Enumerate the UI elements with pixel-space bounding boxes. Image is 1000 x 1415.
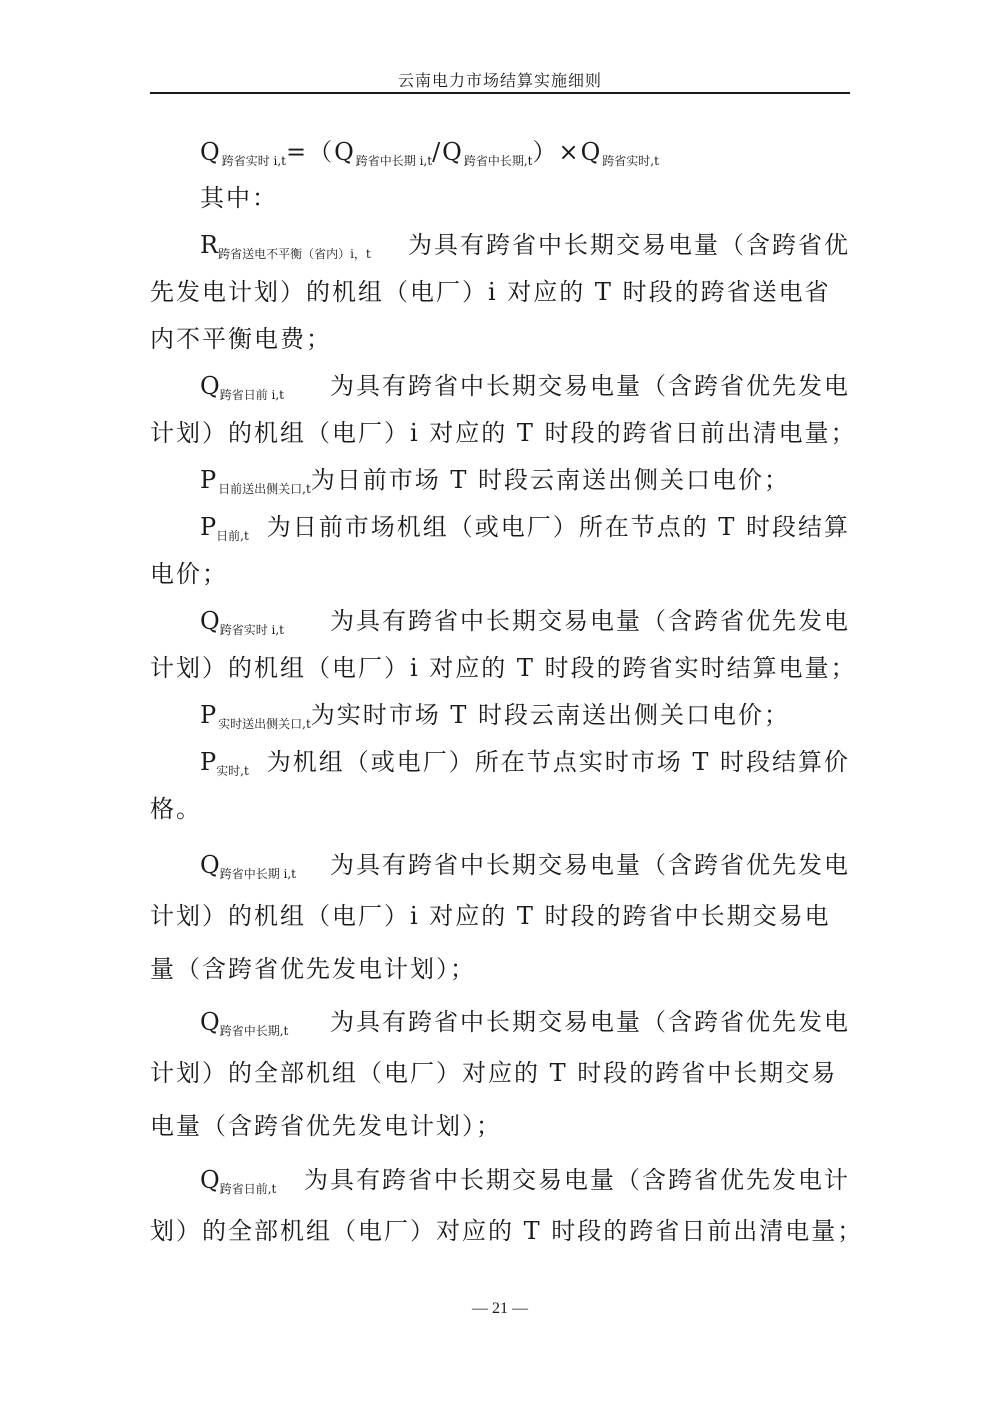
definition-symbol: Q (200, 851, 220, 879)
definition-line (150, 1002, 850, 1042)
formula-subscript: 跨省实时 i,t (221, 154, 286, 168)
formula-subscript: 跨省中长期,t (463, 154, 533, 168)
definition-subscript: 跨省送电不平衡（省内）i，t (218, 247, 371, 261)
definition-text: 计划）的机组（电厂）i 对应的 T 时段的跨省实时结算电量； (150, 654, 857, 682)
definition-line (150, 949, 850, 989)
definition-text: 划）的全部机组（电厂）对应的 T 时段的跨省日前出清电量； (150, 1217, 864, 1245)
definition-text: 为具有跨省中长期交易电量（含跨省优先发电 (330, 1008, 850, 1036)
formula-operator: / (432, 138, 443, 166)
definition-subscript: 日前,t (216, 529, 249, 543)
formula-subscript: 跨省中长期 i,t (355, 154, 433, 168)
definition-symbol: P (200, 701, 219, 729)
formula-line (150, 132, 850, 172)
definition-line (150, 648, 857, 688)
formula-symbol: Q (334, 138, 356, 166)
definition-line (150, 695, 850, 735)
definition-text: 为日前市场 T 时段云南送出侧关口电价； (310, 466, 791, 494)
definition-line (150, 413, 857, 453)
formula-symbol: Q (200, 138, 222, 166)
definition-symbol: Q (200, 1166, 220, 1194)
definition-text: 为具有跨省中长期交易电量（含跨省优先发电 (330, 607, 850, 635)
definition-line (150, 554, 850, 594)
definition-line (150, 507, 850, 547)
page-number: — 21 — (472, 1300, 528, 1317)
definition-text: 为实时市场 T 时段云南送出侧关口电价； (310, 701, 791, 729)
definition-subscript: 跨省实时 i,t (219, 623, 284, 637)
definition-text: 为具有跨省中长期交易电量（含跨省优先发电计 (304, 1166, 850, 1194)
definition-text: 为具有跨省中长期交易电量（含跨省优先发电 (330, 372, 850, 400)
definition-subscript: 日前送出侧关口,t (218, 482, 311, 496)
definition-symbol: Q (200, 607, 220, 635)
header-divider (150, 92, 850, 94)
definition-symbol: Q (200, 1008, 220, 1036)
definition-line (150, 1106, 850, 1146)
definition-subscript: 跨省日前,t (219, 1182, 277, 1196)
definition-text: 格。 (150, 795, 202, 823)
definition-symbol: P (200, 513, 217, 541)
definition-text: 电价； (150, 560, 228, 588)
definition-symbol: P (200, 466, 219, 494)
definition-line (150, 460, 850, 500)
definition-symbol: Q (200, 372, 220, 400)
definition-text: 计划）的机组（电厂）i 对应的 T 时段的跨省日前出清电量； (150, 419, 857, 447)
definition-line (150, 1053, 850, 1093)
definition-line (150, 319, 850, 359)
definition-symbol: R (200, 231, 219, 259)
definition-subscript: 跨省日前 i,t (219, 388, 284, 402)
definition-text: 电量（含跨省优先发电计划）； (150, 1112, 502, 1140)
definition-text: 先发电计划）的机组（电厂）i 对应的 T 时段的跨省送电省 (150, 278, 831, 306)
formula-symbol: Q (580, 138, 603, 166)
definition-line (150, 601, 850, 641)
definition-line (150, 845, 850, 885)
definition-text: 为日前市场机组（或电厂）所在节点的 T 时段结算 (266, 513, 850, 541)
where-label (150, 178, 850, 218)
definition-subscript: 跨省中长期 i,t (219, 867, 296, 881)
definition-line (150, 742, 850, 782)
definition-line (150, 366, 850, 406)
definition-text: 量（含跨省优先发电计划）； (150, 955, 476, 983)
where-label-text: 其中： (200, 184, 278, 212)
definition-line (150, 896, 850, 936)
definition-text: 计划）的全部机组（电厂）对应的 T 时段的跨省中长期交易 (150, 1059, 838, 1087)
definition-text: 为具有跨省中长期交易电量（含跨省优 (408, 231, 850, 259)
definition-symbol: P (200, 748, 217, 776)
formula-subscript: 跨省实时,t (602, 154, 659, 168)
definition-line (150, 225, 850, 265)
definition-subscript: 实时,t (216, 764, 249, 778)
formula-operator: ）× (532, 138, 581, 166)
definition-text: 为具有跨省中长期交易电量（含跨省优先发电 (330, 851, 850, 879)
definition-line (150, 1160, 850, 1200)
definition-line (150, 272, 850, 312)
formula-symbol: Q (442, 138, 464, 166)
formula-operator: =（ (285, 138, 335, 166)
definition-text: 为机组（或电厂）所在节点实时市场 T 时段结算价 (266, 748, 850, 776)
definition-text: 内不平衡电费； (150, 325, 332, 353)
definition-line (150, 1211, 864, 1251)
definition-subscript: 实时送出侧关口,t (218, 717, 311, 731)
document-title: 云南电力市场结算实施细则 (397, 71, 602, 90)
definition-subscript: 跨省中长期,t (219, 1024, 289, 1038)
definition-line (150, 789, 850, 829)
definition-text: 计划）的机组（电厂）i 对应的 T 时段的跨省中长期交易电 (150, 902, 831, 930)
